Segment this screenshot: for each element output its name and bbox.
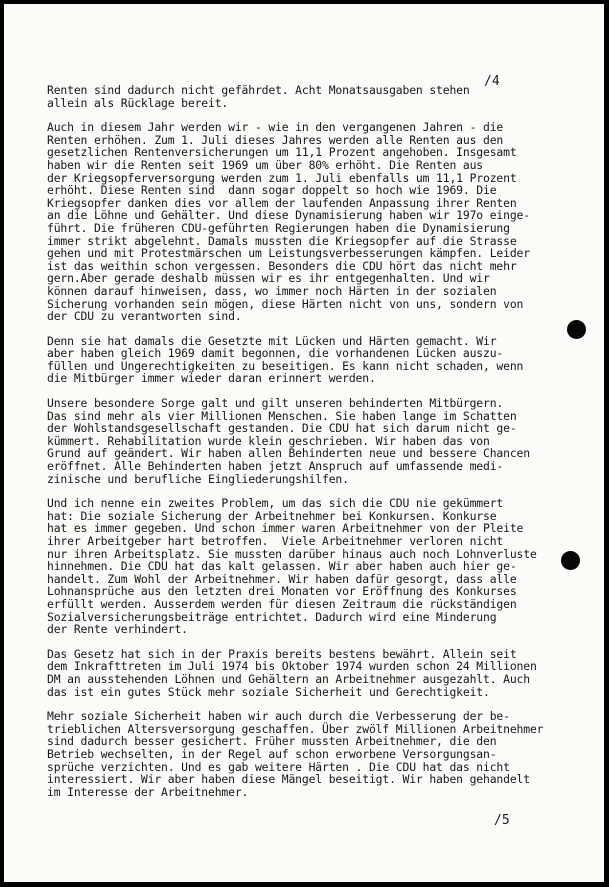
text-line: Mehr soziale Sicherheit haben wir auch durch die Verbesserung der be- <box>47 709 510 724</box>
punch-hole <box>561 551 580 570</box>
text-line: haben wir die Renten seit 1969 um über 80% erhöht. Die Renten aus <box>47 157 484 172</box>
text-line: gehen und mit Protestmärschen um Leistungsverbesserungen kämpfen. Leider <box>47 246 530 261</box>
text-line: Das sind mehr als vier Millionen Menschen. Sie haben lange im Schatten <box>47 408 517 423</box>
text-line: hat es immer gegeben. Und schon immer waren Arbeitnehmer von der Pleite <box>47 521 524 536</box>
text-line: Betrieb wechselten, in der Regel auf schon erworbene Versorgungsan- <box>47 746 497 761</box>
text-line: der Kriegsopferversorgung werden zum 1. Juli ebenfalls um 11,1 Prozent <box>47 170 517 185</box>
paragraph <box>47 84 572 109</box>
text-line: trieblichen Altersversorgung geschaffen. Über zwölf Millionen Arbeitnehmer <box>47 721 544 736</box>
text-line: Sozialversicherungsbeiträge entrichtet. Dadurch wird eine Minderung <box>47 609 497 624</box>
text-line: eröffnet. Alle Behinderten haben jetzt Anspruch auf umfassende medi- <box>47 459 504 474</box>
text-line: erhöht. Diese Renten sind dann sogar doppelt so hoch wie 1969. Die <box>47 183 497 198</box>
text-line: gesetzlichen Rentenversicherungen um 11,1 Prozent angehoben. Insgesamt <box>47 145 517 160</box>
text-line: Renten erhöhen. Zum 1. Juli dieses Jahres werden alle Renten aus den <box>47 132 504 147</box>
text-line: Sicherung vorhanden sein mögen, diese Härten nicht von uns, sondern von <box>47 296 524 311</box>
text-line: hinnehmen. Die CDU hat das kalt gelassen. Wir aber haben auch hier ge- <box>47 559 517 574</box>
paragraph <box>47 710 572 798</box>
text-line: erfüllt werden. Ausserdem werden für diesen Zeitraum die rückständigen <box>47 596 517 611</box>
text-line: der Rente verhindert. <box>47 622 188 637</box>
text-line: Kriegsopfer danken dies vor allem der laufenden Anpassung ihrer Renten <box>47 195 517 210</box>
text-line: hat: Die soziale Sicherung der Arbeitnehmer bei Konkursen. Konkurse <box>47 508 497 523</box>
text-line: interessiert. Wir aber haben diese Mängel beseitigt. Wir haben gehandelt <box>47 772 530 787</box>
text-line: nur ihren Arbeitsplatz. Sie mussten darüber hinaus auch noch Lohnverluste <box>47 546 537 561</box>
text-line: an die Löhne und Gehälter. Und diese Dynamisierung haben wir 197o einge- <box>47 208 530 223</box>
text-line: sprüche verzichten. Und es gab weitere Härten . Die CDU hat das nicht <box>47 759 510 774</box>
page-number-top: /4 <box>484 74 500 89</box>
text-line: dem Inkrafttreten im Juli 1974 bis Oktober 1974 wurden schon 24 Millionen <box>47 659 537 674</box>
text-line: die Mitbürger immer wieder daran erinnert werden. <box>47 371 376 386</box>
text-line: Denn sie hat damals die Gesetzte mit Lücken und Härten gemacht. Wir <box>47 333 497 348</box>
page-number-bottom: /5 <box>494 813 510 828</box>
paragraph <box>47 497 572 636</box>
text-line: Das Gesetz hat sich in der Praxis bereits bestens bewährt. Allein seit <box>47 646 517 661</box>
text-line: DM an ausstehenden Löhnen und Gehältern an Arbeitnehmer ausgezahlt. Auch <box>47 671 530 686</box>
text-line: der CDU zu verantworten sind. <box>47 309 242 324</box>
text-line: Grund auf geändert. Wir haben allen Behinderten neue und bessere Chancen <box>47 446 530 461</box>
text-line: führt. Die früheren CDU-geführten Regierungen haben die Dynamisierung <box>47 220 510 235</box>
text-line: füllen und Ungerechtigkeiten zu beseitigen. Es kann nicht schaden, wenn <box>47 358 524 373</box>
text-line: allein als Rücklage bereit. <box>47 95 229 110</box>
text-line: der Wohlstandsgesellschaft gestanden. Die CDU hat sich darum nicht ge- <box>47 421 517 436</box>
text-line: Unsere besondere Sorge galt und gilt unseren behinderten Mitbürgern. <box>47 396 504 411</box>
paragraph <box>47 397 572 485</box>
text-line: Auch in diesem Jahr werden wir - wie in den vergangenen Jahren - die <box>47 120 504 135</box>
text-line: kümmert. Rehabilitation wurde klein geschrieben. Wir haben das von <box>47 433 490 448</box>
text-line: Und ich nenne ein zweites Problem, um das sich die CDU nie gekümmert <box>47 496 504 511</box>
text-line: das ist ein gutes Stück mehr soziale Sicherheit und Gerechtigkeit. <box>47 684 490 699</box>
text-line: ihrer Arbeitgeber hart betroffen. Viele Arbeitnehmer verloren nicht <box>47 534 504 548</box>
text-line: aber haben gleich 1969 damit begonnen, die vorhandenen Lücken auszu- <box>47 346 504 361</box>
text-line: Lohnansprüche aus den letzten drei Monaten vor Eröffnung des Konkurses <box>47 584 517 599</box>
paragraph <box>47 335 572 385</box>
text-line: Renten sind dadurch nicht gefährdet. Acht Monatsausgaben stehen <box>47 83 470 97</box>
text-line: im Interesse der Arbeitnehmer. <box>47 784 249 799</box>
document-page <box>4 4 604 882</box>
document-body <box>47 84 572 810</box>
paragraph <box>47 648 572 698</box>
text-line: können darauf hinweisen, dass, wo immer noch Härten in der sozialen <box>47 283 497 298</box>
text-line: immer strikt abgelehnt. Damals mussten die Kriegsopfer auf die Strasse <box>47 233 517 248</box>
punch-hole <box>567 320 586 339</box>
text-line: zinische und berufliche Eingliederungshilfen. <box>47 471 349 486</box>
paragraph <box>47 121 572 323</box>
text-line: gern.Aber gerade deshalb müssen wir es ihr entgegenhalten. Und wir <box>47 271 490 286</box>
text-line: ist das weithin schon vergessen. Besonders die CDU hört das nicht mehr <box>47 258 517 273</box>
text-line: handelt. Zum Wohl der Arbeitnehmer. Wir haben dafür gesorgt, dass alle <box>47 571 517 586</box>
text-line: sind dadurch besser gesichert. Früher mussten Arbeitnehmer, die den <box>47 734 497 749</box>
